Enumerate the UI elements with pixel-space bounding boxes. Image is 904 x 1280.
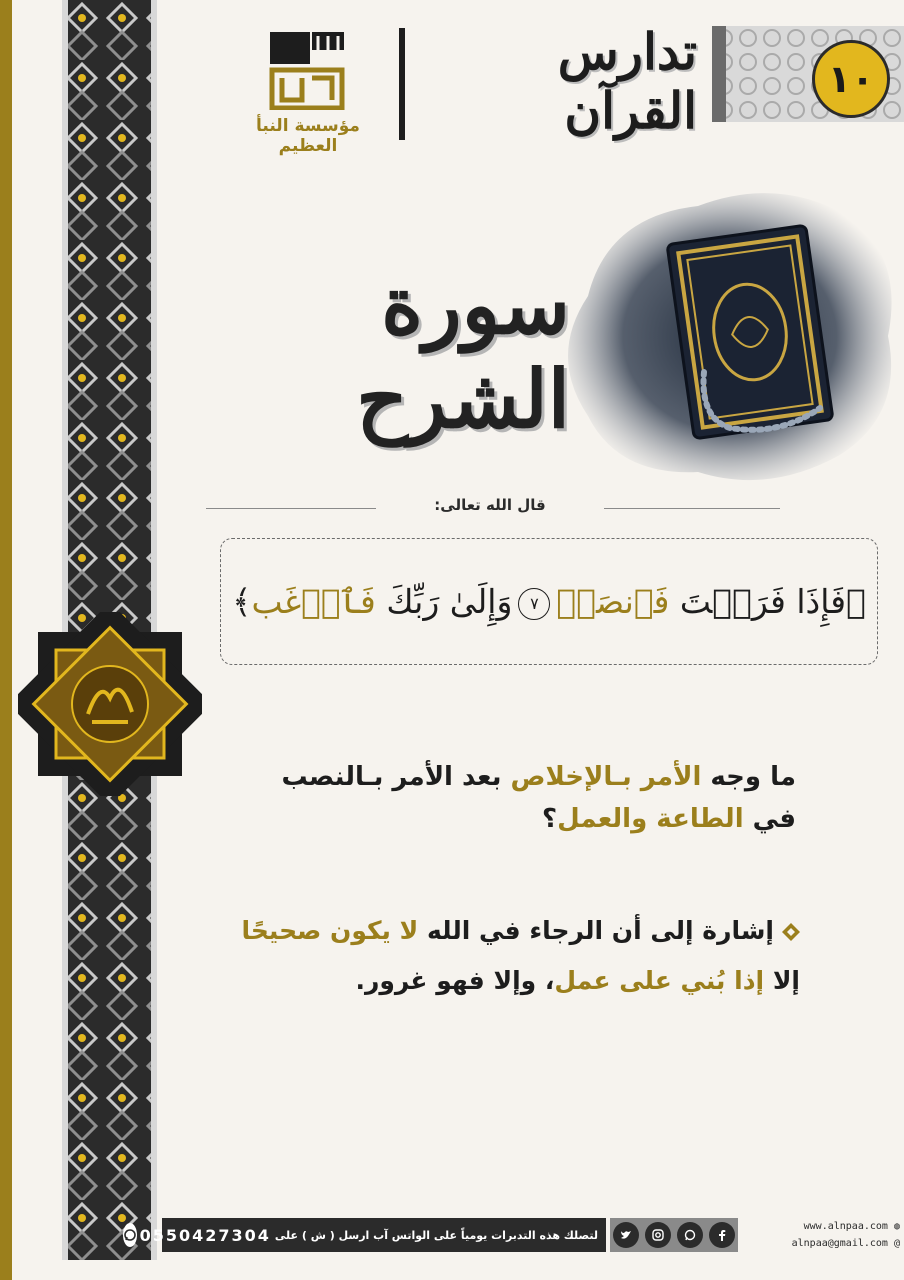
answer-part1: إشارة إلى أن الرجاء في الله [418, 916, 774, 945]
question-highlight2: الطاعة والعمل [557, 804, 744, 834]
organization-logo [232, 30, 384, 156]
question-part3: في [743, 804, 796, 834]
verse-part1-highlight: فَٱنصَبۡ [556, 582, 670, 621]
footer-contact [742, 1218, 904, 1252]
quran-emblem [18, 612, 202, 796]
logo-mark-icon [268, 30, 346, 110]
answer-highlight1: لا يكون صحيحًا [241, 916, 419, 945]
gold-border [0, 0, 12, 1280]
question-text [214, 756, 796, 840]
at-icon: @ [893, 1238, 900, 1249]
verse-part2-highlight: فَٱرۡغَب [251, 582, 376, 621]
verse-part1: ﴿فَإِذَا فَرَغۡتَ [669, 582, 866, 621]
episode-number: ١٠ [812, 40, 890, 118]
question-highlight1: الأمر بـالإخلاص [510, 762, 702, 792]
question-part4: ؟ [542, 804, 558, 834]
verse-text [232, 582, 866, 621]
footer-whatsapp-bar [139, 1218, 606, 1252]
answer-part3: ، وإلا فهو غرور. [355, 966, 555, 995]
social-icons [610, 1218, 738, 1252]
organization-name: مؤسسة النبأ العظيم [256, 116, 360, 156]
answer-highlight2: إذا بُني على عمل [554, 966, 765, 995]
facebook-icon[interactable] [709, 1222, 735, 1248]
series-title: تدارس القرآن [557, 22, 697, 140]
email-link[interactable]: alnpaa@gmail.com @ [791, 1238, 900, 1249]
intro-line-right [604, 508, 780, 509]
website-link[interactable]: www.alnpaa.com ◍ [803, 1221, 900, 1232]
intro-text: قال الله تعالى: [434, 496, 546, 514]
question-part2: بعد الأمر بـالنصب [281, 762, 511, 792]
instagram-icon[interactable] [645, 1222, 671, 1248]
answer-text [214, 906, 800, 1006]
verse-box [220, 538, 878, 665]
footer-phone[interactable]: 0550427304 [139, 1225, 271, 1245]
question-part1: ما وجه [701, 762, 796, 792]
verse-close: ﴾ [232, 582, 252, 621]
diamond-bullet-icon [782, 923, 800, 941]
quran-book-image [660, 222, 840, 442]
whatsapp-icon-social[interactable] [677, 1222, 703, 1248]
verse-part2: وَإِلَىٰ رَبِّكَ [375, 582, 513, 621]
ayah-number: ٧ [518, 588, 550, 620]
whatsapp-icon [123, 1223, 137, 1247]
intro-line-left [206, 508, 376, 509]
answer-part2: إلا [764, 966, 800, 995]
footer-subscribe-text: لتصلك هذه التدبرات يومياً على الواتس آب ارسل ( ش ) على [274, 1228, 598, 1242]
globe-icon: ◍ [893, 1221, 900, 1232]
twitter-icon[interactable] [613, 1222, 639, 1248]
surah-title: سورة الشرح [356, 258, 570, 446]
header-divider [399, 28, 405, 140]
